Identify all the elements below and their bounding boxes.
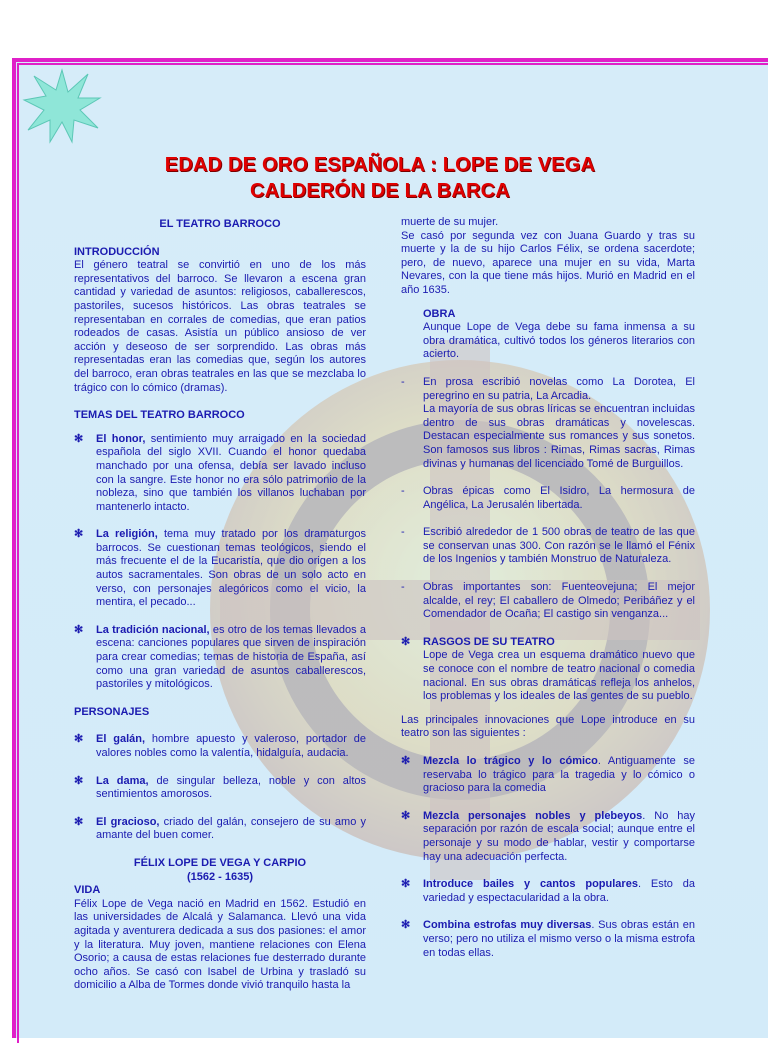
asterisk-icon: ✻: [401, 755, 411, 767]
asterisk-icon: ✻: [74, 774, 84, 787]
innovacion-bold: Introduce bailes y cantos populares: [423, 878, 638, 891]
tema-bold: El honor,: [96, 432, 146, 445]
tema-text: tema muy tratado por los dramaturgos barrocos. Se cuestionan temas teológicos, siendo el más frecuente el de la Eucaristía, que dio origen a los autos sacramentales. Son obras de un solo acto en verso, con personajes alegóricos como el vicio, la mentira, el pecado...: [96, 528, 366, 609]
tema-text: sentimiento muy arraigado en la sociedad española del siglo XVII. Cuando el honor quedaba manchado por una ofensa, debía ser lavado incluso con la sangre. Este honor no era sólo patrimonio de la nobleza, sino que también los villanos luchaban por mantenerlo intacto.: [96, 432, 366, 513]
main-title-line1: EDAD DE ORO ESPAÑOLA : LOPE DE VEGA: [164, 154, 596, 176]
obra-item: [401, 526, 695, 567]
vida-heading: VIDA: [74, 884, 101, 897]
author-dates: (1562 - 1635): [186, 870, 254, 883]
innovacion-item: [401, 919, 695, 960]
rasgos-block: [401, 636, 695, 704]
dash-marker: -: [401, 526, 405, 539]
left-column: [74, 218, 366, 993]
tema-item: [74, 624, 366, 692]
asterisk-icon: ✻: [401, 635, 411, 648]
innovacion-bold: Combina estrofas muy diversas: [423, 919, 592, 932]
intro-heading: INTRODUCCIÓN: [74, 245, 160, 258]
innovacion-bold: Mezcla lo trágico y lo cómico: [423, 755, 598, 767]
innovacion-item: [401, 755, 695, 796]
innovacion-text: . Antiguamente se reservaba lo trágico para la tragedia y lo cómico o gracioso para la comedia: [423, 755, 695, 795]
personaje-text: criado del galán, consejero de su amo y amante del buen comer.: [96, 815, 366, 842]
obra-item-text: Escribió alrededor de 1 500 obras de teatro de las que se conservan unas 300. Con razón se le llamó el Fénix de los Ingenios y también Monstruo de Naturaleza.: [423, 526, 695, 566]
section-title: EL TEATRO BARROCO: [159, 218, 281, 230]
personaje-bold: El galán,: [96, 733, 146, 746]
personaje-text: hombre apuesto y valeroso, portador de valores nobles como la valentía, hidalguía, audacia.: [96, 733, 366, 759]
asterisk-icon: ✻: [74, 623, 84, 636]
dash-marker: -: [401, 375, 405, 388]
dash-marker: -: [401, 581, 405, 594]
dash-marker: -: [401, 485, 405, 498]
star-icon: [22, 68, 102, 144]
right-column: [401, 218, 695, 960]
personaje-item: [74, 816, 366, 843]
innovacion-text: . No hay separación por razón de escala social; aunque entre el personaje y su modo de hablar, vestir y comportarse hay una adecuación perfecta.: [423, 809, 695, 863]
obra-item-text: En prosa escribió novelas como La Dorotea, El peregrino en su patria, La Arcadia. La mayoría de sus obras líricas se encuentran incluidas dentro de sus obras dramáticas y novelescas. Destacan especialmente sus romances y sus sonetos. Son famosos sus libros : Rimas, Rimas sacras, Rimas divinas y humanas del licenciado Tomé de Burguillos.: [423, 375, 695, 470]
innovacion-item: [401, 878, 695, 905]
innovacion-text: . Sus obras están en verso; pero no utiliza el mismo verso o la misma estrofa en todas ellas.: [423, 919, 695, 959]
tema-bold: La tradición nacional,: [96, 623, 210, 636]
author-name: FÉLIX LOPE DE VEGA Y CARPIO: [133, 856, 307, 869]
personaje-bold: La dama,: [96, 774, 149, 787]
personaje-item: [74, 733, 366, 760]
main-title-line2: CALDERÓN DE LA BARCA: [250, 180, 510, 202]
obra-item-text: Obras importantes son: Fuenteovejuna; El mejor alcalde, el rey; El caballero de Olmedo; Peribáñez y el Comendador de Ocaña; El castigo sin venganza...: [423, 581, 695, 621]
innovacion-text: . Esto da variedad y espectacularidad a la obra.: [423, 878, 695, 904]
asterisk-icon: ✻: [401, 878, 411, 891]
tema-bold: La religión,: [96, 528, 158, 541]
innovaciones-intro: Las principales innovaciones que Lope introduce en su teatro son las siguientes :: [401, 713, 695, 740]
asterisk-icon: ✻: [401, 919, 411, 932]
asterisk-icon: ✻: [74, 432, 84, 445]
tema-item: [74, 433, 366, 515]
obra-text: Aunque Lope de Vega debe su fama inmensa a su obra dramática, cultivó todos los géneros literarios con acierto.: [423, 321, 695, 361]
tema-text: es otro de los temas llevados a escena: canciones populares que sirven de inspiración para crear comedias; temas de historia de España, así como una gran variedad de asuntos caballerescos, pastoriles y mitológicos.: [96, 623, 366, 691]
asterisk-icon: ✻: [74, 528, 84, 541]
innovacion-item: [401, 810, 695, 864]
temas-heading: TEMAS DEL TEATRO BARROCO: [74, 409, 245, 422]
tema-item: [74, 528, 366, 610]
obra-item: [401, 485, 695, 512]
obra-item-text: Obras épicas como El Isidro, La hermosura de Angélica, La Jerusalén libertada.: [423, 485, 695, 511]
intro-text: El género teatral se convirtió en uno de los más representativos del barroco. Se llevaron a escena gran cantidad y variedad de asuntos: religiosos, caballerescos, pastoriles, sucesos históricos. Las obras teatrales se representaban en corrales de comedias, que eran patios rodeados de casas. Asistía un público ansioso de ver acción y deseoso de ser sorprendido. Las obras más representadas eran las comedias que, según los autores del barroco, eran obras teatrales en las que se mezclaba lo trágico con lo cómico (dramas).: [74, 259, 366, 394]
personaje-bold: El gracioso,: [96, 815, 160, 828]
innovacion-bold: Mezcla personajes nobles y plebeyos: [423, 809, 643, 822]
personajes-heading: PERSONAJES: [74, 705, 150, 718]
asterisk-icon: ✻: [74, 815, 84, 828]
asterisk-icon: ✻: [401, 809, 411, 822]
vida-continued: muerte de su mujer. Se casó por segunda vez con Juana Guardo y tras su muerte y la de su hijo Carlos Félix, se ordena sacerdote; pero, de nuevo, aparece una mujer en su vida, Marta Nevares, con la que tiene más hijos. Murió en Madrid en el año 1635.: [401, 216, 695, 296]
vida-text: Félix Lope de Vega nació en Madrid en 1562. Estudió en las universidades de Alcalá y Salamanca. Llevó una vida agitada y aventurera dedicada a sus dos pasiones: el amor y la literatura. Muy joven, mantiene relaciones con Elena Osorio; a causa de estas relaciones fue desterrado durante ocho años. Se casó con Isabel de Urbina y trasladó su domicilio a Alba de Tormes donde vivió tranquilo hasta la: [74, 897, 366, 992]
personaje-item: [74, 775, 366, 802]
asterisk-icon: ✻: [74, 733, 84, 746]
rasgos-text: Lope de Vega crea un esquema dramático nuevo que se conoce con el nombre de teatro nacional o comedia nacional. En sus obras dramáticas refleja los anhelos, los problemas y los ideales de las gentes de su pueblo.: [423, 649, 695, 703]
obra-heading: OBRA: [423, 307, 456, 320]
rasgos-heading: RASGOS DE SU TEATRO: [423, 635, 555, 648]
personaje-text: de singular belleza, noble y con altos sentimientos amorosos.: [96, 774, 366, 801]
obra-item: [401, 376, 695, 471]
obra-item: [401, 581, 695, 622]
